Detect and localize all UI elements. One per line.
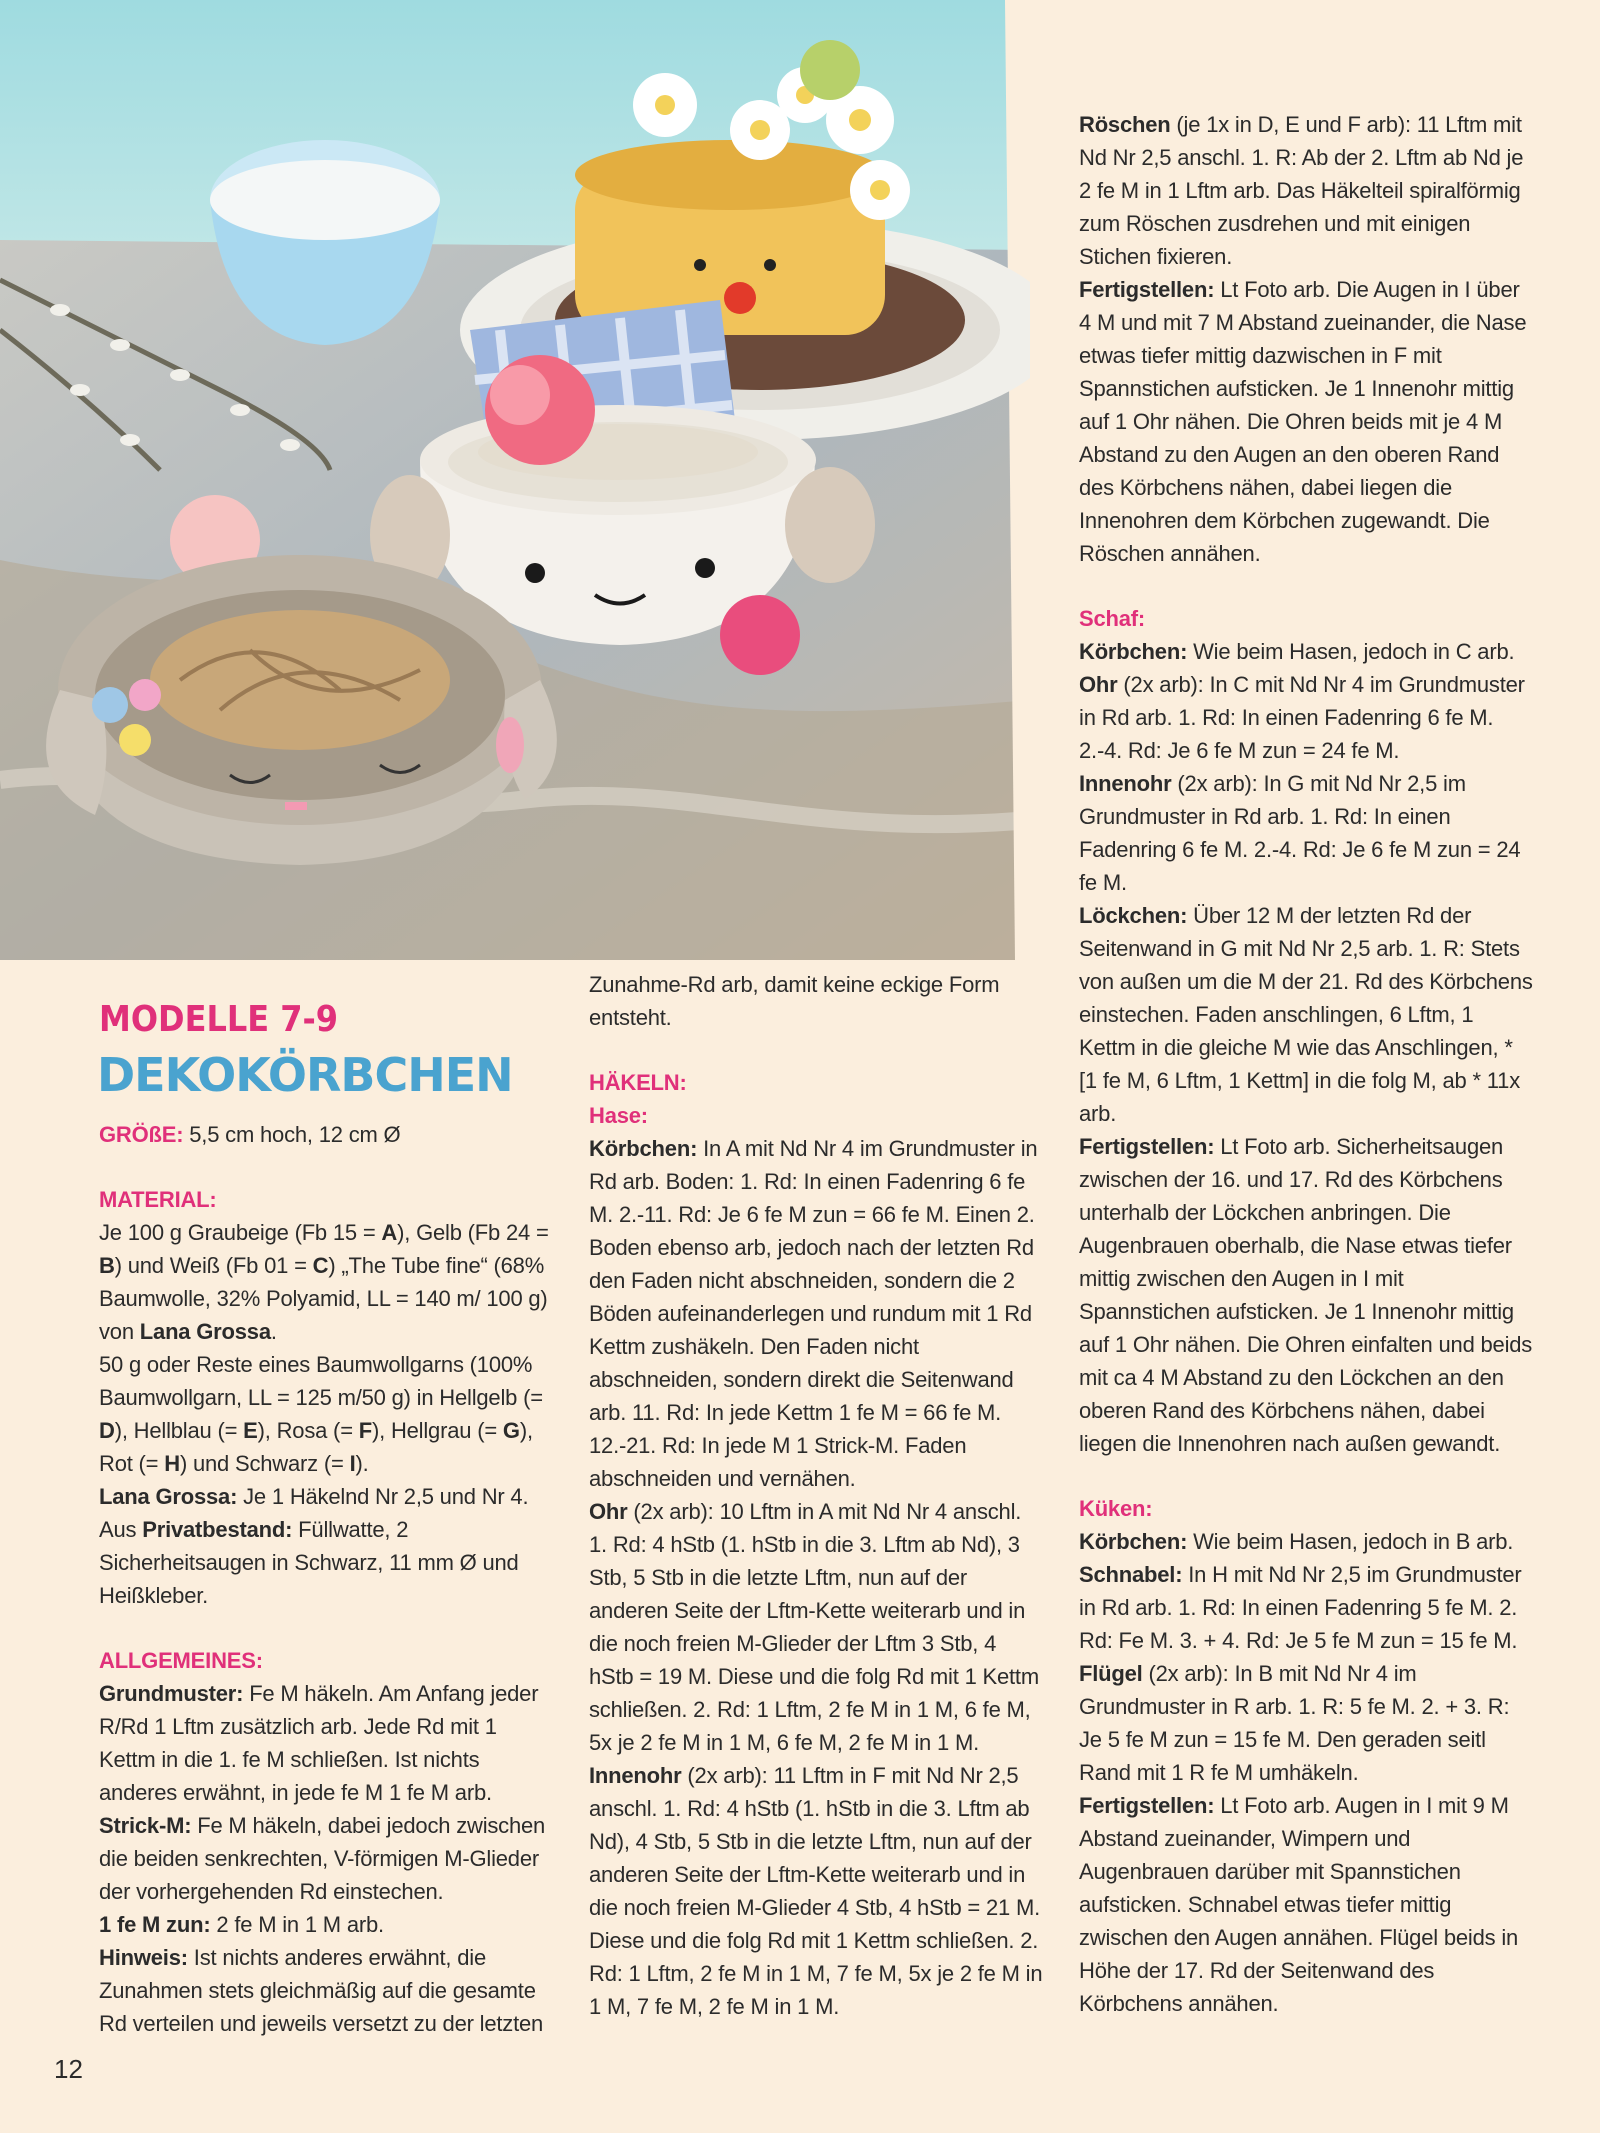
page-title: DEKOKÖRBCHEN bbox=[97, 1048, 513, 1102]
term-text: Lt Foto arb. Augen in I mit 9 M Abstand zueinander, Wimpern und Augenbrauen darüber mit Spannstichen aufsticken. Schnabel etwas tiefer mittig zwischen den Augen annähen. Flügel beids in Höhe der 17. Rd der Seitenwand des Körbchens annähen. bbox=[1079, 1793, 1519, 2016]
chick-finish-paragraph bbox=[1079, 1789, 1534, 2020]
term-text: (2x arb): 10 Lftm in A mit Nd Nr 4 anschl. 1. Rd: 4 hStb (1. hStb in die 3. Lftm ab Nd), 3 Stb, 5 Stb in die letzte Lftm, nun auf der anderen Seite der Lftm-Kette weiterarb und in die noch freien M-Glieder der Lftm 3 Stb, 4 hStb = 19 M. Diese und die folg Rd mit 1 Kettm schließen. 2. Rd: 1 Lftm, 2 fe M in 1 M, 6 fe M, 5x je 2 fe M in 1 M, 6 fe M, 2 fe M in 1 M. bbox=[589, 1499, 1039, 1755]
sheep-basket-paragraph bbox=[1079, 635, 1534, 668]
term-text: In A mit Nd Nr 4 im Grundmuster in Rd arb. Boden: 1. Rd: In einen Fadenring 6 fe M. 2.-11. Rd: Je 6 fe M zun = 66 fe M. Einen 2. Boden ebenso arb, jedoch nach der letzten Rd den Faden nicht abschneiden, sondern die 2 Böden aufeinanderlegen und rundum mit 1 Rd Kettm zushäkeln. Den Faden nicht abschneiden, sondern direkt die Seitenwand arb. 11. Rd: In jede Kettm 1 fe M = 66 fe M. 12.-21. Rd: In jede M 1 Strick-M. Faden abschneiden und vernähen. bbox=[589, 1136, 1038, 1491]
sheep-curls-paragraph bbox=[1079, 899, 1534, 1130]
rabbit-label: Hase: bbox=[589, 1103, 648, 1128]
term-label: Löckchen: bbox=[1079, 903, 1188, 928]
sheep-heading bbox=[1079, 602, 1534, 635]
term-label: Körbchen: bbox=[1079, 639, 1188, 664]
term-label: Röschen bbox=[1079, 112, 1171, 137]
material-label: MATERIAL: bbox=[99, 1187, 217, 1212]
sheep-ear-paragraph bbox=[1079, 668, 1534, 767]
rabbit-finish-paragraph bbox=[1079, 273, 1534, 570]
chick-heading bbox=[1079, 1492, 1534, 1525]
term-text: (2x arb): 11 Lftm in F mit Nd Nr 2,5 anschl. 1. Rd: 4 hStb (1. hStb in die 3. Lftm ab Nd), 4 Stb, 5 Stb in die letzte Lftm, nun auf der anderen Seite der Lftm-Kette weiterarb und in die noch freien M-Glieder 4 Stb, 4 hStb = 21 M. Diese und die folg Rd mit 1 Kettm schließen. 2. Rd: 1 Lftm, 2 fe M in 1 M, 7 fe M, 5x je 2 fe M in 1 M, 7 fe M, 2 fe M in 1 M. bbox=[589, 1763, 1043, 2019]
yarn-code: I bbox=[349, 1451, 356, 1476]
brand-name: Lana Grossa bbox=[139, 1319, 271, 1344]
term-label: 1 fe M zun: bbox=[99, 1912, 211, 1937]
yarn-code: B bbox=[99, 1253, 115, 1278]
term-label: Grundmuster: bbox=[99, 1681, 244, 1706]
term-label: Ohr bbox=[1079, 672, 1118, 697]
material-text: Aus bbox=[99, 1517, 143, 1542]
term-text: Lt Foto arb. Die Augen in I über 4 M und mit 7 M Abstand zueinander, die Nase etwas tiefer mittig dazwischen in F mit Spannstichen aufsticken. Je 1 Innenohr mittig auf 1 Ohr nähen. Die Ohren beids mit je 4 M Abstand zu den Augen an den oberen Rand des Körbchens nähen, dabei liegen die Innenohren dem Körbchen zugewandt. Die Röschen annähen. bbox=[1079, 277, 1527, 566]
yarn-code: D bbox=[99, 1418, 115, 1443]
rabbit-ear-paragraph bbox=[589, 1495, 1044, 1759]
material-text: ), Gelb (Fb 24 = bbox=[397, 1220, 549, 1245]
section-kicker: MODELLE 7-9 bbox=[99, 998, 339, 1040]
material-text: ) und Weiß (Fb 01 = bbox=[114, 1253, 313, 1278]
material-text: ), Rosa (= bbox=[257, 1418, 359, 1443]
sheep-inner-ear-paragraph bbox=[1079, 767, 1534, 899]
material-text: ) und Schwarz (= bbox=[179, 1451, 350, 1476]
crochet-label: HÄKELN: bbox=[589, 1070, 687, 1095]
yarn-code: A bbox=[381, 1220, 398, 1245]
yarn-code: E bbox=[243, 1418, 258, 1443]
term-label: Fertigstellen: bbox=[1079, 277, 1215, 302]
material-text: Füllwatte, 2 Sicherheitsaugen in Schwarz, 11 mm Ø und Heißkleber. bbox=[99, 1517, 519, 1608]
term-text: Fe M häkeln, dabei jedoch zwischen die beiden senkrechten, V-förmigen M-Glieder der vorhergehenden Rd einstechen. bbox=[99, 1813, 546, 1904]
yarn-code: F bbox=[358, 1418, 372, 1443]
rabbit-heading bbox=[589, 1099, 1044, 1132]
size-text: 5,5 cm hoch, 12 cm Ø bbox=[183, 1122, 401, 1147]
column-left bbox=[99, 1118, 554, 2040]
rabbit-basket-paragraph bbox=[589, 1132, 1044, 1495]
term-label: Ohr bbox=[589, 1499, 628, 1524]
term-label: Hinweis: bbox=[99, 1945, 188, 1970]
crochet-heading bbox=[589, 1066, 1044, 1099]
yarn-code: G bbox=[502, 1418, 520, 1443]
general-paragraph-1 bbox=[99, 1677, 554, 1809]
material-text: ). bbox=[355, 1451, 369, 1476]
material-text: . bbox=[270, 1319, 277, 1344]
chick-basket-paragraph bbox=[1079, 1525, 1534, 1558]
general-label: ALLGEMEINES: bbox=[99, 1648, 263, 1673]
material-paragraph-3 bbox=[99, 1480, 554, 1513]
term-label: Körbchen: bbox=[589, 1136, 698, 1161]
yarn-code: H bbox=[164, 1451, 180, 1476]
term-text: Über 12 M der letzten Rd der Seitenwand in G mit Nd Nr 2,5 arb. 1. R: Stets von außen um die M der 21. Rd des Körbchens einstechen. Faden anschlingen, 6 Lftm, 1 Kettm in die gleiche M wie das Anschlingen, * [1 fe M, 6 Lftm, 1 Kettm] in die folg M, ab * 11x arb. bbox=[1079, 903, 1533, 1126]
column-middle bbox=[589, 968, 1044, 2023]
term-text: (2x arb): In C mit Nd Nr 4 im Grundmuster in Rd arb. 1. Rd: In einen Fadenring 6 fe M. 2.-4. Rd: Je 6 fe M zun = 24 fe M. bbox=[1079, 672, 1525, 763]
term-label: Innenohr bbox=[589, 1763, 682, 1788]
material-text: Je 1 Häkelnd Nr 2,5 und Nr 4. bbox=[237, 1484, 529, 1509]
page-number: 12 bbox=[54, 2054, 83, 2084]
column-right bbox=[1079, 108, 1534, 2020]
term-label: Strick-M: bbox=[99, 1813, 192, 1838]
term-label: Innenohr bbox=[1079, 771, 1172, 796]
general-paragraph-4 bbox=[99, 1941, 554, 2040]
general-heading bbox=[99, 1644, 554, 1677]
crochet-baskets-illustration bbox=[0, 0, 1030, 960]
yarn-code: C bbox=[312, 1253, 329, 1278]
material-paragraph-4 bbox=[99, 1513, 554, 1612]
chick-wing-paragraph bbox=[1079, 1657, 1534, 1789]
material-paragraph-2 bbox=[99, 1348, 554, 1480]
material-paragraph-1 bbox=[99, 1216, 554, 1348]
general-paragraph-2 bbox=[99, 1809, 554, 1908]
material-text: Je 100 g Graubeige (Fb 15 = bbox=[99, 1220, 382, 1245]
product-photo bbox=[0, 0, 1030, 960]
roses-paragraph bbox=[1079, 108, 1534, 273]
term-text: Ist nichts anderes erwähnt, die Zunahmen stets gleichmäßig auf die gesamte Rd verteilen und jeweils versetzt zu der letzten bbox=[99, 1945, 544, 2036]
term-label: Fertigstellen: bbox=[1079, 1793, 1215, 1818]
continued-text: Zunahme-Rd arb, damit keine eckige Form entsteht. bbox=[589, 972, 1000, 1030]
term-text: 2 fe M in 1 M arb. bbox=[210, 1912, 384, 1937]
sheep-finish-paragraph bbox=[1079, 1130, 1534, 1460]
term-text: Lt Foto arb. Sicherheitsaugen zwischen der 16. und 17. Rd des Körbchens unterhalb der Löckchen anbringen. Die Augenbrauen oberhalb, die Nase etwas tiefer mittig zwischen den Augen in I mit Spannstichen aufsticken. Je 1 Innenohr mittig auf 1 Ohr nähen. Die Ohren einfalten und beids mit ca 4 M Abstand zu den Löckchen an den oberen Rand des Körbchens nähen, dabei liegen die Innenohren nach außen gewandt. bbox=[1079, 1134, 1533, 1456]
size-label: GRÖßE: bbox=[99, 1122, 184, 1147]
term-text: Wie beim Hasen, jedoch in B arb. bbox=[1187, 1529, 1514, 1554]
term-text: (je 1x in D, E und F arb): 11 Lftm mit Nd Nr 2,5 anschl. 1. R: Ab der 2. Lftm ab Nd je 2 fe M in 1 Lftm arb. Das Häkelteil spiralförmig zum Röschen zusdrehen und mit einigen Stichen fixieren. bbox=[1079, 112, 1524, 269]
material-text: ), Rot (= bbox=[99, 1418, 533, 1476]
chick-beak-paragraph bbox=[1079, 1558, 1534, 1657]
term-text: In H mit Nd Nr 2,5 im Grundmuster in Rd arb. 1. Rd: In einen Fadenring 5 fe M. 2. Rd: Fe M. 3. + 4. Rd: Je 5 fe M zun = 15 fe M. bbox=[1079, 1562, 1522, 1653]
term-text: (2x arb): In G mit Nd Nr 2,5 im Grundmuster in Rd arb. 1. Rd: In einen Fadenring 6 fe M. 2.-4. Rd: Je 6 fe M zun = 24 fe M. bbox=[1079, 771, 1521, 895]
term-label: Flügel bbox=[1079, 1661, 1143, 1686]
term-text: Fe M häkeln. Am Anfang jeder R/Rd 1 Lftm zusätzlich arb. Jede Rd mit 1 Kettm in die 1. fe M schließen. Ist nichts anderes erwähnt, in jede fe M 1 fe M arb. bbox=[99, 1681, 539, 1805]
brand-label: Lana Grossa: bbox=[99, 1484, 238, 1509]
size-paragraph bbox=[99, 1118, 554, 1151]
rabbit-inner-ear-paragraph bbox=[589, 1759, 1044, 2023]
sheep-label: Schaf: bbox=[1079, 606, 1146, 631]
private-stock-label: Privatbestand: bbox=[142, 1517, 293, 1542]
chick-label: Küken: bbox=[1079, 1496, 1153, 1521]
material-text: ), Hellblau (= bbox=[114, 1418, 244, 1443]
term-label: Körbchen: bbox=[1079, 1529, 1188, 1554]
term-text: (2x arb): In B mit Nd Nr 4 im Grundmuster in R arb. 1. R: 5 fe M. 2. + 3. R: Je 5 fe M zun = 15 fe M. Den geraden seitl Rand mit 1 R fe M umhäkeln. bbox=[1079, 1661, 1510, 1785]
general-paragraph-3 bbox=[99, 1908, 554, 1941]
term-label: Schnabel: bbox=[1079, 1562, 1183, 1587]
term-label: Fertigstellen: bbox=[1079, 1134, 1215, 1159]
material-text: ) „The Tube fine“ (68% Baumwolle, 32% Polyamid, LL = 140 m/ 100 g) von bbox=[99, 1253, 548, 1344]
material-heading bbox=[99, 1183, 554, 1216]
term-text: Wie beim Hasen, jedoch in C arb. bbox=[1187, 639, 1515, 664]
material-text: ), Hellgrau (= bbox=[372, 1418, 503, 1443]
material-text: 50 g oder Reste eines Baumwollgarns (100% Baumwollgarn, LL = 125 m/50 g) in Hellgelb (= bbox=[99, 1352, 543, 1410]
